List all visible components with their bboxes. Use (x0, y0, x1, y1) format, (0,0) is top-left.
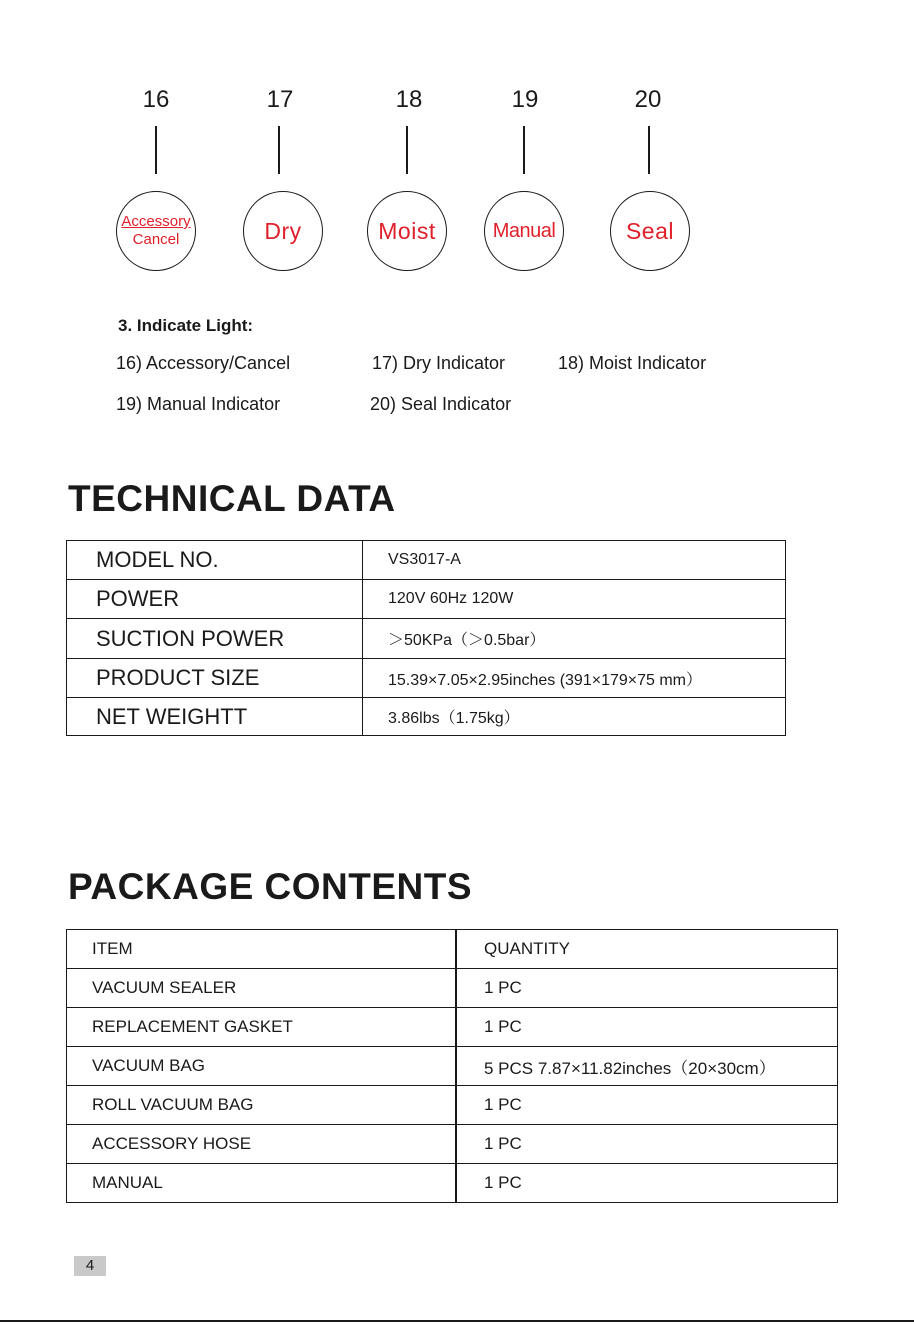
spec-key: POWER (67, 580, 363, 619)
spec-value: ＞50KPa（＞0.5bar） (363, 619, 786, 659)
package-items-column (66, 929, 456, 1203)
callout-line (406, 126, 408, 174)
indicator-number-19: 19 (511, 86, 539, 113)
package-quantity: 1 PC (457, 1008, 838, 1047)
callout-line (278, 126, 280, 174)
package-item: ROLL VACUUM BAG (67, 1086, 456, 1125)
spec-key: PRODUCT SIZE (67, 659, 363, 698)
spec-value: 3.86lbs（1.75kg） (363, 698, 786, 736)
table-row (67, 580, 786, 619)
table-row (67, 698, 786, 736)
indicator-number-20: 20 (634, 86, 662, 113)
spec-value: 15.39×7.05×2.95inches (391×179×75 mm） (363, 659, 786, 698)
package-quantity-column (456, 929, 838, 1203)
table-row (457, 1125, 838, 1164)
callout-line (523, 126, 525, 174)
table-row (67, 1047, 456, 1086)
moist-indicator (367, 191, 447, 271)
package-contents-title: PACKAGE CONTENTS (68, 866, 473, 907)
table-row (67, 1125, 456, 1164)
table-row (67, 1164, 456, 1203)
page-number: 4 (74, 1256, 106, 1276)
table-row (67, 619, 786, 659)
manual-indicator (484, 191, 564, 271)
indicator-label-cancel: Cancel (132, 231, 180, 248)
indicator-label-moist: Moist (378, 217, 436, 244)
package-item: VACUUM SEALER (67, 969, 456, 1008)
table-row (457, 1047, 838, 1086)
indicator-number-17: 17 (266, 86, 294, 113)
indicator-label-manual: Manual (492, 219, 556, 242)
callout-line (648, 126, 650, 174)
legend-item: 20) Seal Indicator (370, 394, 512, 414)
spec-key: SUCTION POWER (67, 619, 363, 659)
legend-item: 18) Moist Indicator (558, 353, 707, 373)
package-item: MANUAL (67, 1164, 456, 1203)
indicator-label-dry: Dry (264, 217, 302, 244)
table-row (457, 1086, 838, 1125)
indicator-number-18: 18 (395, 86, 423, 113)
callout-line (155, 126, 157, 174)
legend-item: 19) Manual Indicator (116, 394, 281, 414)
table-row (67, 541, 786, 580)
package-quantity: 1 PC (457, 969, 838, 1008)
table-row (67, 659, 786, 698)
table-row (67, 969, 456, 1008)
table-row (457, 969, 838, 1008)
indicator-label-seal: Seal (625, 217, 675, 244)
table-row (457, 930, 838, 969)
package-quantity: 1 PC (457, 1125, 838, 1164)
package-item: ACCESSORY HOSE (67, 1125, 456, 1164)
bottom-divider (0, 1320, 914, 1322)
package-quantity: 1 PC (457, 1164, 838, 1203)
indicator-label-accessory: Accessory (121, 213, 191, 230)
legend-item: 16) Accessory/Cancel (116, 353, 291, 373)
package-quantity: 1 PC (457, 1086, 838, 1125)
seal-indicator (610, 191, 690, 271)
table-row (457, 1008, 838, 1047)
package-quantity: 5 PCS 7.87×11.82inches（20×30cm） (457, 1047, 838, 1086)
indicate-light-heading: 3. Indicate Light: (118, 316, 254, 335)
table-row (67, 1008, 456, 1047)
table-row (457, 1164, 838, 1203)
spec-key: NET WEIGHTT (67, 698, 363, 736)
legend-item: 17) Dry Indicator (372, 353, 506, 373)
indicator-number-16: 16 (142, 86, 170, 113)
technical-data-title: TECHNICAL DATA (68, 478, 396, 519)
technical-data-table (66, 540, 786, 736)
spec-value: 120V 60Hz 120W (363, 580, 786, 619)
dry-indicator (243, 191, 323, 271)
accessory-cancel-indicator (116, 191, 196, 271)
spec-value: VS3017-A (363, 541, 786, 580)
column-header-quantity: QUANTITY (457, 930, 838, 969)
package-item: VACUUM BAG (67, 1047, 456, 1086)
spec-key: MODEL NO. (67, 541, 363, 580)
column-header-item: ITEM (67, 930, 456, 969)
table-row (67, 1086, 456, 1125)
table-row (67, 930, 456, 969)
package-item: REPLACEMENT GASKET (67, 1008, 456, 1047)
